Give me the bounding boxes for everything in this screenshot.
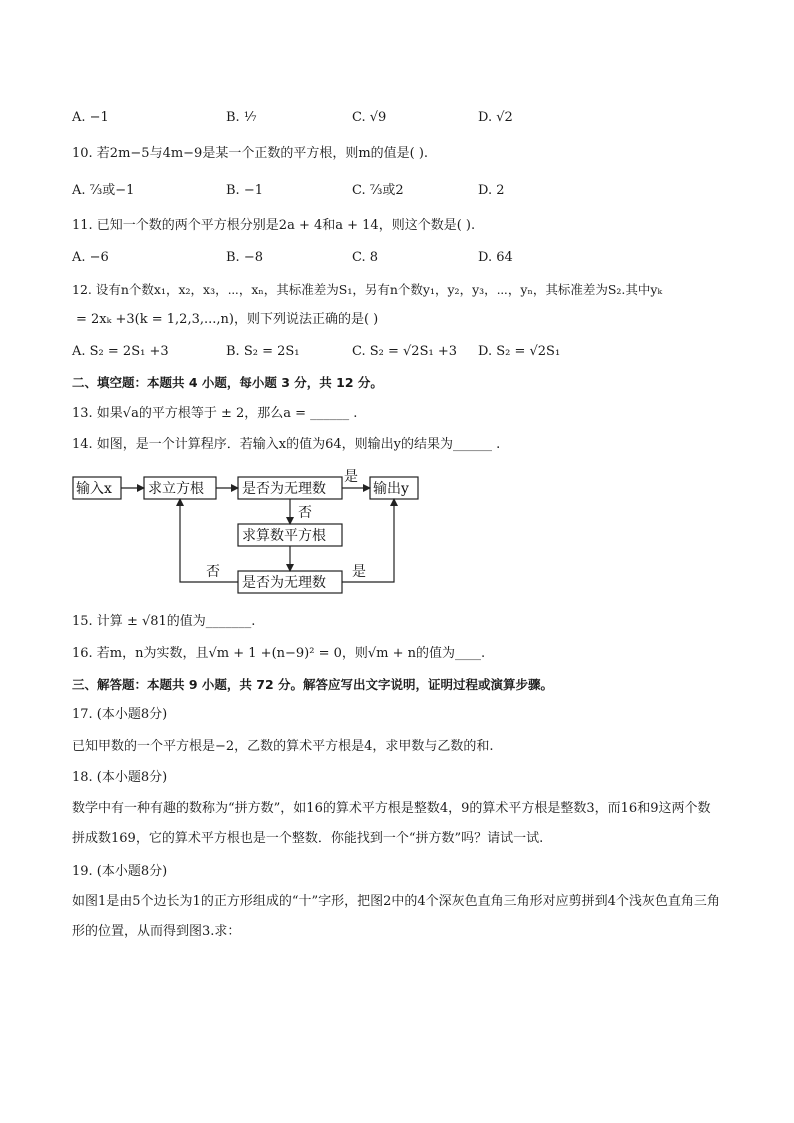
flow-label-input: 输入x xyxy=(76,481,112,497)
q10-option-b: B. −1 xyxy=(226,183,263,198)
q11-option-a: A. −6 xyxy=(72,250,109,265)
q12-stem-line2: = 2xₖ +3(k = 1,2,3,...,n)，则下列说法正确的是( ) xyxy=(76,312,379,327)
q9-option-c: C. √9 xyxy=(352,110,387,125)
flow-label-output: 输出y xyxy=(373,481,409,497)
q10-option-a: A. ⁷⁄₃或−1 xyxy=(72,183,135,198)
q19-heading: 19. (本小题8分) xyxy=(72,864,168,879)
q10-option-c: C. ⁷⁄₃或2 xyxy=(352,183,404,198)
flow-label-irrational-2: 是否为无理数 xyxy=(242,575,326,591)
q18-text: 数学中有一种有趣的数称为“拼方数”，如16的算术平方根是整数4，9的算术平方根是整数3，而16和9这两个数拼成数169，它的算术平方根也是一个整数．你能找到一个“拼方数”吗？请试一试. xyxy=(72,801,711,846)
flow-label-square-root: 求算数平方根 xyxy=(242,528,326,544)
q11-option-d: D. 64 xyxy=(478,250,513,265)
q11-option-b: B. −8 xyxy=(226,250,263,265)
q9-option-b: B. ¹⁄₇ xyxy=(226,110,257,125)
q9-option-a: A. −1 xyxy=(72,110,109,125)
q11-options xyxy=(72,249,752,269)
q17-text: 已知甲数的一个平方根是−2，乙数的算术平方根是4，求甲数与乙数的和. xyxy=(72,739,494,754)
q12-option-c: C. S₂ = √2S₁ +3 xyxy=(352,344,457,359)
q14-stem: 14. 如图，是一个计算程序．若输入x的值为64，则输出y的结果为______ . xyxy=(72,437,501,452)
q12-stem-line1: 12. 设有n个数x₁，x₂，x₃，⋯，xₙ，其标准差为S₁，另有n个数y₁，y₂，y₃，⋯，yₙ，其标准差为S₂.其中yₖ xyxy=(72,282,663,297)
q12-options xyxy=(72,343,752,363)
q15-stem: 15. 计算 ± √81的值为_______. xyxy=(72,614,256,629)
q11-stem: 11. 已知一个数的两个平方根分别是2a + 4和a + 14，则这个数是( ). xyxy=(72,218,476,233)
flow-label-yes-2: 是 xyxy=(352,564,366,580)
flow-label-irrational-1: 是否为无理数 xyxy=(242,481,326,497)
flow-arrow-check2-to-output xyxy=(342,499,394,582)
q9-options xyxy=(72,109,752,129)
q17-heading: 17. (本小题8分) xyxy=(72,707,168,722)
q10-stem: 10. 若2m−5与4m−9是某一个正数的平方根，则m的值是( ). xyxy=(72,146,429,161)
q19-text: 如图1是由5个边长为1的正方形组成的“十”字形，把图2中的4个深灰色直角三角形对应剪拼到4个浅灰色直角三角形的位置，从而得到图3.求： xyxy=(72,894,720,939)
q12-option-d: D. S₂ = √2S₁ xyxy=(478,344,561,359)
calculation-flowchart xyxy=(72,468,432,594)
q12-option-b: B. S₂ = 2S₁ xyxy=(226,344,300,359)
q11-option-c: C. 8 xyxy=(352,250,379,265)
flow-label-cube-root: 求立方根 xyxy=(148,481,204,497)
q16-stem: 16. 若m，n为实数，且√m + 1 +(n−9)² = 0，则√m + n的值为____. xyxy=(72,646,486,661)
section-solve-heading: 三、解答题：本题共 9 小题，共 72 分。解答应写出文字说明，证明过程或演算步骤。 xyxy=(72,677,554,692)
q10-options xyxy=(72,182,752,202)
q12-option-a: A. S₂ = 2S₁ +3 xyxy=(72,344,169,359)
q18-heading: 18. (本小题8分) xyxy=(72,770,168,785)
flow-label-no-2: 否 xyxy=(206,564,220,580)
q10-option-d: D. 2 xyxy=(478,183,505,198)
q9-option-d: D. √2 xyxy=(478,110,513,125)
flow-label-yes-1: 是 xyxy=(344,469,358,485)
flow-label-no-1: 否 xyxy=(298,505,312,521)
section-fill-in-heading: 二、填空题：本题共 4 小题，每小题 3 分，共 12 分。 xyxy=(72,375,383,390)
q13-stem: 13. 如果√a的平方根等于 ± 2，那么a = ______ . xyxy=(72,406,358,421)
